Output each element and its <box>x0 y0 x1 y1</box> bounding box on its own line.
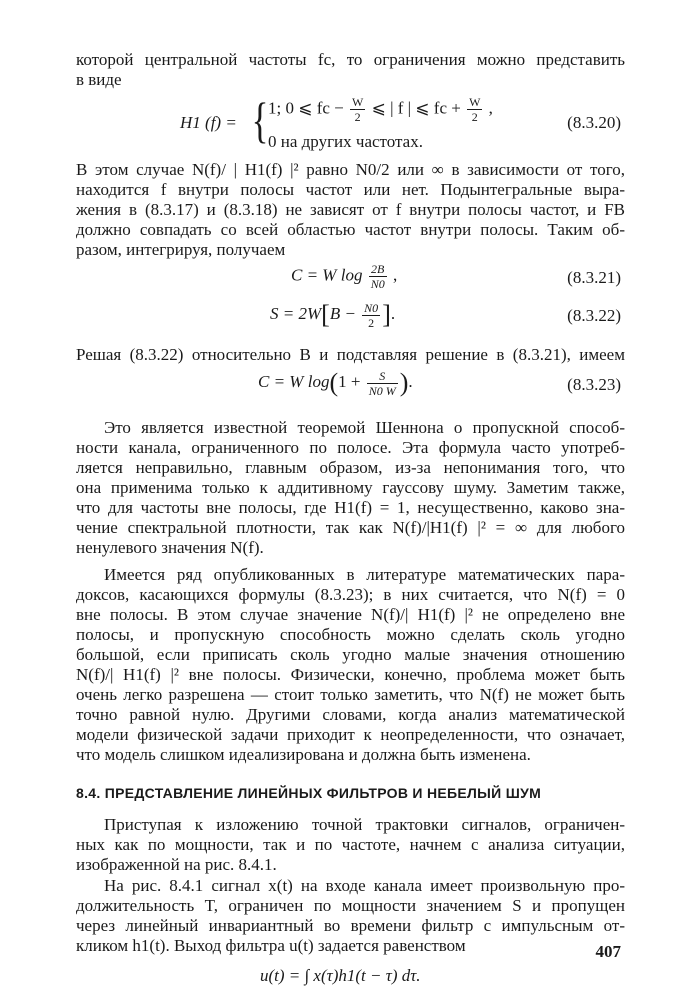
text-line: она применима только к аддитивному гауссову шуму. Заметим также, <box>76 478 625 497</box>
equation-case-2: 0 на других частотах. <box>268 132 423 151</box>
text-line: ных как по мощности, так и по частоте, начнем с анализа ситуации, <box>76 835 625 854</box>
eq-part: 1 + <box>338 371 361 391</box>
text-line: очень легко разрешена — стоит только заметить, что N(f) не может быть <box>76 685 625 704</box>
text-line: ляется неправильно, главным образом, из-за непонимания того, что <box>76 458 625 477</box>
equation-8-3-22 <box>270 300 395 330</box>
eq-part: S = 2W <box>270 303 322 323</box>
frac-num: N0 <box>364 300 379 315</box>
left-brace: { <box>251 92 269 148</box>
eq-part: . <box>408 371 413 391</box>
frac-num: S <box>367 369 398 384</box>
text-line: разом, интегрируя, получаем <box>76 240 286 259</box>
eq-part: C = W log <box>258 371 330 391</box>
text-line: ненулевого значения N(f). <box>76 538 264 557</box>
equation-number: (8.3.21) <box>567 268 621 287</box>
fraction <box>369 262 387 291</box>
text-line: изображенной на рис. 8.4.1. <box>76 855 277 874</box>
text-line: ности канала, ограниченного по полосе. Эта формула часто употреб- <box>76 438 625 457</box>
text-line: чение спектральной плотности, так как N(f)/|H1(f) |² = ∞ для любого <box>76 518 625 537</box>
text-line: большой, если приписать сколь угодно малые значения отношению <box>76 645 625 664</box>
fraction <box>362 301 380 330</box>
paren-open: ( <box>329 368 339 397</box>
eq-part: B − <box>329 303 356 323</box>
equation-number: (8.3.22) <box>567 306 621 325</box>
text-line: в виде <box>76 70 122 89</box>
fraction <box>367 369 398 398</box>
text-line: N(f)/| H1(f) |² вне полосы. Физически, конечно, проблема может быть <box>76 665 625 684</box>
equation-output: u(t) = ∫ x(τ)h1(t − τ) dτ. <box>260 966 421 985</box>
frac-den: 2 <box>354 110 361 124</box>
text-line: должно совпадать со всей областью частот внутри полосы. Таким об- <box>76 220 625 239</box>
bracket-open: [ <box>321 300 330 329</box>
section-heading: 8.4. ПРЕДСТАВЛЕНИЕ ЛИНЕЙНЫХ ФИЛЬТРОВ И НЕБЕЛЫЙ ШУМ <box>76 785 542 801</box>
frac-den: 2 <box>368 315 375 330</box>
equation-number: (8.3.20) <box>567 113 621 132</box>
bracket-close: ] <box>382 300 391 329</box>
eq-part: ⩽ | f | ⩽ fc + <box>371 98 461 118</box>
text-line: доксов, касающихся формулы (8.3.23); в них считается, что N(f) = 0 <box>76 585 625 604</box>
frac-den: N0 W <box>368 383 396 398</box>
eq-part: . <box>390 303 396 323</box>
fraction <box>467 95 482 124</box>
text-line: точно равной нулю. Другими словами, когда анализ математической <box>76 705 625 724</box>
text-line: Решая (8.3.22) относительно B и подставляя решение в (8.3.21), имеем <box>76 345 625 364</box>
text-line: что для частоты вне полосы, где H1(f) = 1, несущественно, каково зна- <box>76 498 625 517</box>
frac-den: N0 <box>370 277 385 291</box>
page-number: 407 <box>595 942 621 961</box>
text-line: жения в (8.3.17) и (8.3.18) не зависят от f внутри полосы частот, и FB <box>76 200 625 219</box>
text-line: должительность T, ограничен по мощности значением S и пропущен <box>76 896 625 915</box>
text-line: кликом h1(t). Выход фильтра u(t) задается равенством <box>76 936 466 955</box>
equation-8-3-23 <box>258 368 413 398</box>
text-line: Это является известной теоремой Шеннона о пропускной способ- <box>104 418 625 437</box>
eq-part: , <box>392 265 398 285</box>
frac-num: W <box>352 95 364 109</box>
frac-den: 2 <box>471 110 478 124</box>
text-line: На рис. 8.4.1 сигнал x(t) на входе канала имеет произвольную про- <box>104 876 625 895</box>
text-line: полосы, и пропускную способность можно сделать сколь угодно <box>76 625 625 644</box>
equation-case-1 <box>268 95 493 124</box>
text-line: находится f внутри полосы частот или нет. Подынтегральные выра- <box>76 180 625 199</box>
eq-part: 1; 0 ⩽ fc − <box>268 98 344 118</box>
text-line: Имеется ряд опубликованных в литературе математических пара- <box>104 565 625 584</box>
eq-part: C = W log <box>291 265 363 285</box>
paren-close: ) <box>399 368 409 397</box>
equation-8-3-21 <box>291 262 397 291</box>
text-line: что модель слишком идеализирована и должна быть изменена. <box>76 745 531 764</box>
fraction <box>350 95 365 124</box>
text-line: модели физической задачи приходит к неопределенности, что означает, <box>76 725 625 744</box>
text-line: В этом случае N(f)/ | H1(f) |² равно N0/2 или ∞ в зависимости от того, <box>76 160 625 179</box>
frac-num: W <box>469 95 481 109</box>
frac-num: 2B <box>369 262 387 277</box>
text-line: которой центральной частоты fc, то ограничения можно представить <box>76 50 625 69</box>
text-line: через линейный инвариантный во времени фильтр с импульсным от- <box>76 916 625 935</box>
text-line: вне полосы. В этом случае значение N(f)/| H1(f) |² не определено вне <box>76 605 625 624</box>
equation-lhs: H1 (f) = <box>180 113 237 132</box>
text-line: Приступая к изложению точной трактовки сигналов, ограничен- <box>104 815 625 834</box>
equation-number: (8.3.23) <box>567 375 621 394</box>
eq-part: , <box>488 98 493 118</box>
